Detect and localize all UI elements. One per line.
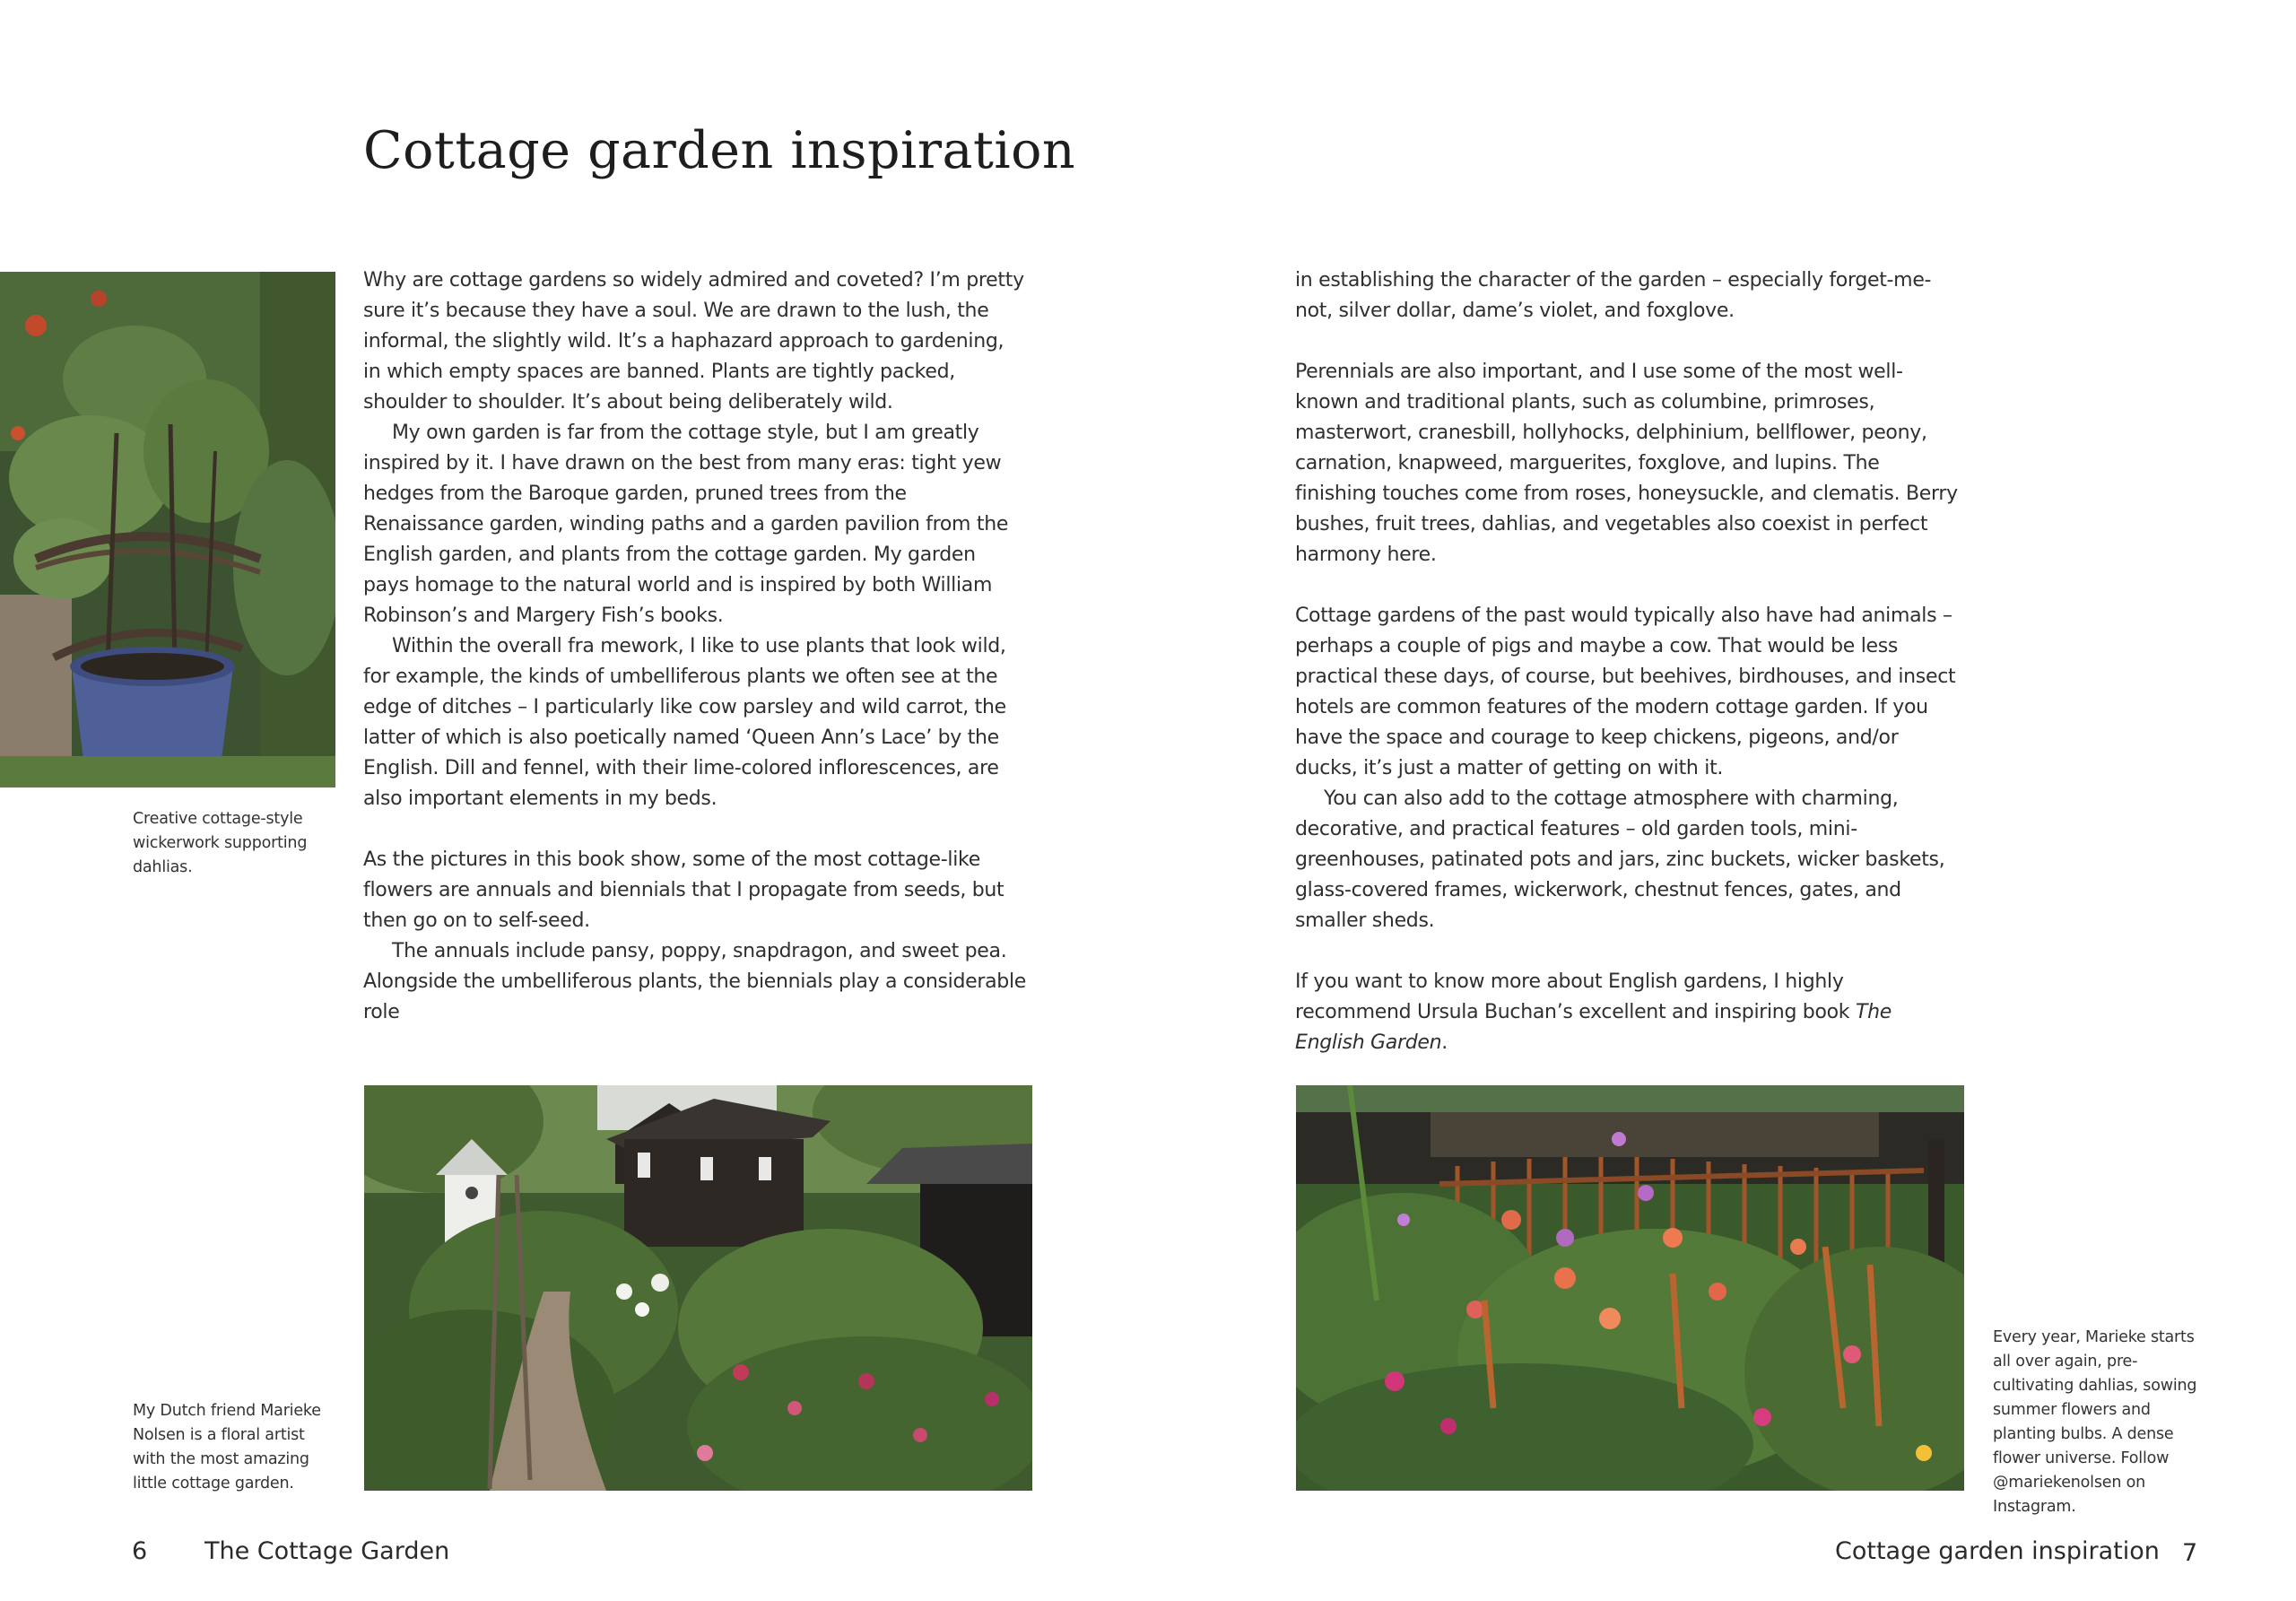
- paragraph: Perennials are also important, and I use some of the most well-known and traditional plants, such as columbine, primroses, masterwort, cranesbill, hollyhocks, delphinium, bellflower, peony, carnation, knapweed, marguerites, foxglove, and lupins. The finishing touches come from roses, honeysuckle, and clematis. Berry bushes, fruit trees, dahlias, and vegetables also coexist in perfect harmony here.: [1295, 361, 1958, 566]
- caption-dahlias: Every year, Marieke starts all over again, pre-cultivating dahlias, sowing summer flowers and planting bulbs. A dense flower universe. Follow @mariekenolsen on Instagram.: [1993, 1328, 2197, 1516]
- page-number-right: 7: [2182, 1539, 2198, 1567]
- text-run: If you want to know more about English gardens, I highly recommend Ursula Buchan’s excellent and inspiring book: [1295, 970, 1856, 1023]
- dense-flowers-photo: [1296, 1085, 1964, 1491]
- caption-wickerwork: Creative cottage-style wickerwork supporting dahlias.: [133, 810, 308, 876]
- marieke-garden-photo: [364, 1085, 1032, 1491]
- paragraph: My own garden is far from the cottage style, but I am greatly inspired by it. I have drawn on the best from many eras: tight yew hedges from the Baroque garden, pruned trees from the Renaissance garden, winding paths and a garden pavilion from the English garden, and plants from the cottage garden. My garden pays homage to the natural world and is inspired by both William Robinson’s and Margery Fish’s books.: [363, 422, 1009, 627]
- left-text-column: [363, 265, 1027, 1028]
- running-title-left: The Cottage Garden: [204, 1537, 450, 1565]
- paragraph-book-recommendation: [1295, 967, 1959, 1058]
- paragraph: in establishing the character of the garden – especially forget-me-not, silver dollar, dame’s violet, and foxglove.: [1295, 269, 1932, 322]
- paragraph: Cottage gardens of the past would typically also have had animals – perhaps a couple of pigs and maybe a cow. That would be less practical these days, of course, but beehives, birdhouses, and insect hotels are common features of the modern cottage garden. If you have the space and courage to keep chickens, pigeons, and/or ducks, it’s just a matter of getting on with it.: [1295, 605, 1956, 779]
- wickerwork-dahlias-photo: [0, 272, 335, 787]
- caption-marieke-garden: My Dutch friend Marieke Nolsen is a floral artist with the most amazing little cottage garden.: [133, 1402, 321, 1492]
- page-number-left: 6: [132, 1537, 148, 1565]
- book-title: The English Garden: [1295, 1001, 1892, 1054]
- running-title-right: Cottage garden inspiration: [1835, 1537, 2160, 1565]
- paragraph: Within the overall fra mework, I like to use plants that look wild, for example, the kinds of umbelliferous plants we often see at the edge of ditches – I particularly like cow parsley and wild carrot, the latter of which is also poetically named ‘Queen Ann’s Lace’ by the English. Dill and fennel, with their lime-colored inflorescences, are also important elements in my beds.: [363, 635, 1006, 810]
- text-run: .: [1441, 1031, 1448, 1054]
- paragraph: As the pictures in this book show, some of the most cottage-like flowers are annuals and biennials that I propagate from seeds, but then go on to self-seed.: [363, 848, 1004, 932]
- paragraph: You can also add to the cottage atmosphere with charming, decorative, and practical features – old garden tools, mini-greenhouses, patinated pots and jars, zinc buckets, wicker baskets, glass-covered frames, wickerwork, chestnut fences, gates, and smaller sheds.: [1295, 787, 1945, 932]
- right-text-column: [1295, 265, 1959, 1058]
- paragraph: Why are cottage gardens so widely admired and coveted? I’m pretty sure it’s because they have a soul. We are drawn to the lush, the informal, the slightly wild. It’s a haphazard approach to gardening, in which empty spaces are banned. Plants are tightly packed, shoulder to shoulder. It’s about being deliberately wild.: [363, 269, 1024, 413]
- page-title: Cottage garden inspiration: [363, 121, 1076, 180]
- paragraph: The annuals include pansy, poppy, snapdragon, and sweet pea. Alongside the umbelliferous plants, the biennials play a considerable role: [363, 940, 1026, 1023]
